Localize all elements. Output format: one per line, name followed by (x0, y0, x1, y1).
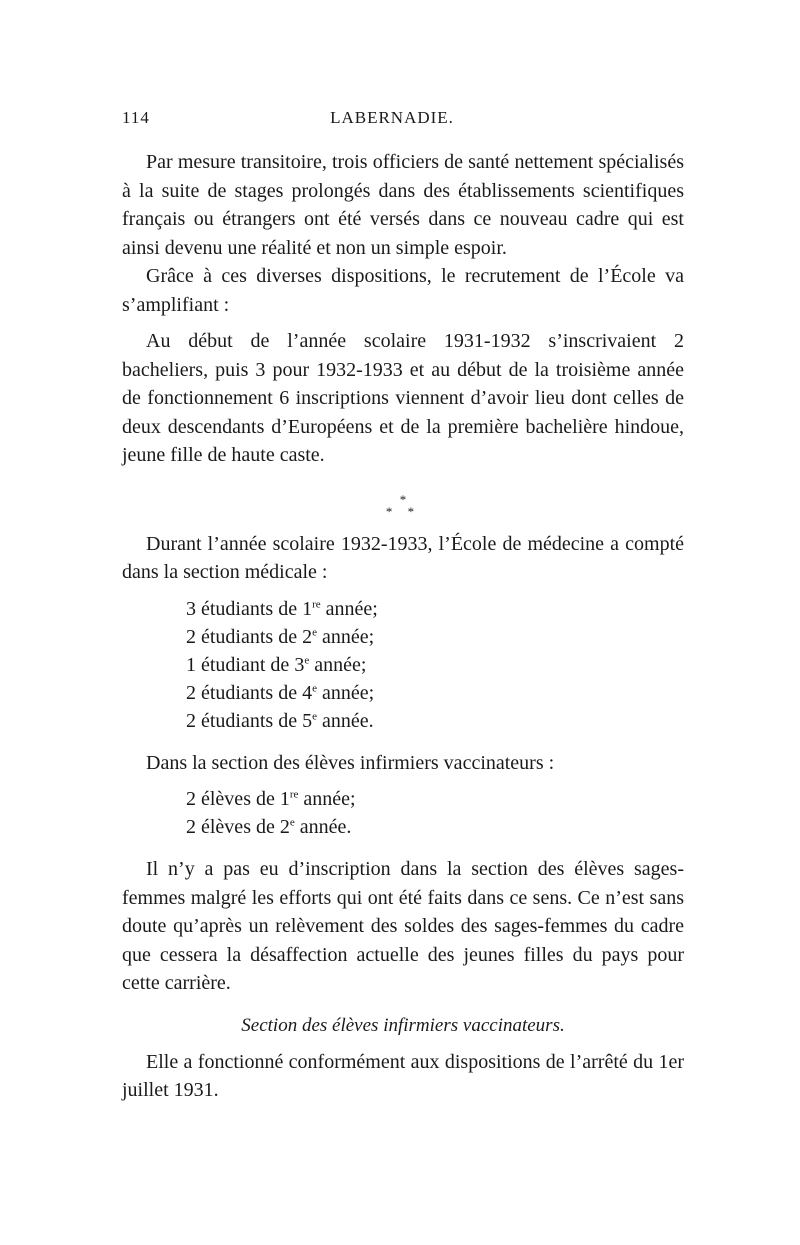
list-item (186, 679, 684, 707)
list-item-count: 2 (186, 625, 201, 648)
asterism-bottom: * * (385, 503, 421, 519)
list-item-count: 1 (186, 653, 201, 676)
list-item (186, 785, 684, 813)
list-item-text: étudiants de (201, 681, 303, 704)
list-item (186, 623, 684, 651)
list-item-rest: année; (316, 681, 375, 704)
list-item-text: étudiants de (201, 625, 303, 648)
list-item (186, 595, 684, 623)
list-item-ord: 4 (302, 681, 313, 704)
list-item-rest: année; (309, 653, 367, 676)
list-item-ord: 2 (279, 816, 290, 838)
asterism-top: * (399, 491, 407, 507)
list-item-sup: re (289, 788, 299, 801)
list-item-text: élèves de (201, 788, 280, 810)
list-item-sup: e (304, 653, 310, 666)
list-item-sup: e (312, 681, 317, 694)
running-head: LABERNADIE. (330, 108, 454, 127)
list-item-ord: 5 (302, 709, 313, 732)
list-item-sup: re (312, 597, 321, 610)
list-item-sup: e (312, 625, 317, 638)
section-subheading: Section des élèves infirmiers vaccinateurs. (241, 1014, 565, 1036)
list-item (186, 813, 684, 841)
paragraph-nurse-section: Dans la section des élèves infirmiers vaccinateurs : (146, 751, 555, 774)
list-item-rest: année; (320, 597, 378, 620)
paragraph-midwives: Il n’y a pas eu d’inscription dans la section des élèves sages-femmes malgré les efforts qui ont été faits dans ce sens. Ce n’est sans doute qu’après un relèvement des soldes des sages-femmes du cadre que cessera la désaffection actuelle des jeunes filles du pays pour cette carrière. (122, 858, 684, 994)
list-item-sup: e (289, 816, 295, 829)
list-item-sup: e (312, 709, 317, 722)
list-item-rest: année. (294, 816, 352, 838)
paragraph-recruitment: Grâce à ces diverses dispositions, le recrutement de l’École va s’amplifiant : (122, 265, 684, 316)
list-item-count: 2 (186, 788, 201, 810)
page-body (122, 148, 684, 1105)
asterism-divider (122, 470, 684, 530)
paragraph-enrollment: Au début de l’année scolaire 1931-1932 s’inscrivaient 2 bacheliers, puis 3 pour 1932-1933 et au début de la troisième année de fonctionnement 6 inscriptions viennent d’avoir lieu dont celles de deux descendants d’Européens et de la première bachelière hindoue, jeune fille de haute caste. (122, 330, 684, 466)
nurse-section-list (122, 785, 684, 841)
list-item-rest: année; (298, 788, 356, 810)
list-item-ord: 1 (302, 597, 313, 620)
page-number: 114 (122, 108, 150, 127)
list-item-text: étudiant de (201, 653, 295, 676)
list-item-text: étudiants de (201, 597, 303, 620)
list-item-ord: 3 (294, 653, 305, 676)
list-item-text: élèves de (201, 816, 280, 838)
list-item-rest: année; (316, 625, 375, 648)
paragraph-school-year: Durant l’année scolaire 1932-1933, l’École de médecine a compté dans la section médicale : (122, 532, 684, 583)
list-item (186, 651, 684, 679)
list-item-count: 2 (186, 816, 201, 838)
list-item-ord: 2 (302, 625, 313, 648)
list-item-text: étudiants de (201, 709, 303, 732)
medical-section-list (122, 595, 684, 735)
page-header (122, 108, 682, 134)
list-item-ord: 1 (279, 788, 290, 810)
list-item-rest: année. (316, 709, 374, 732)
list-item-count: 2 (186, 681, 201, 704)
list-item-count: 2 (186, 709, 201, 732)
list-item-count: 3 (186, 597, 201, 620)
list-item (186, 707, 684, 735)
paragraph-transitional-measure: Par mesure transitoire, trois officiers de santé nettement spécialisés à la suite de stages prolongés dans des établissements scientifiques français ou étrangers ont été versés dans ce nouveau cadre qui est ainsi devenu une réalité et non un simple espoir. (122, 151, 684, 259)
paragraph-arrete: Elle a fonctionné conformément aux dispositions de l’arrêté du 1er juillet 1931. (122, 1050, 684, 1101)
